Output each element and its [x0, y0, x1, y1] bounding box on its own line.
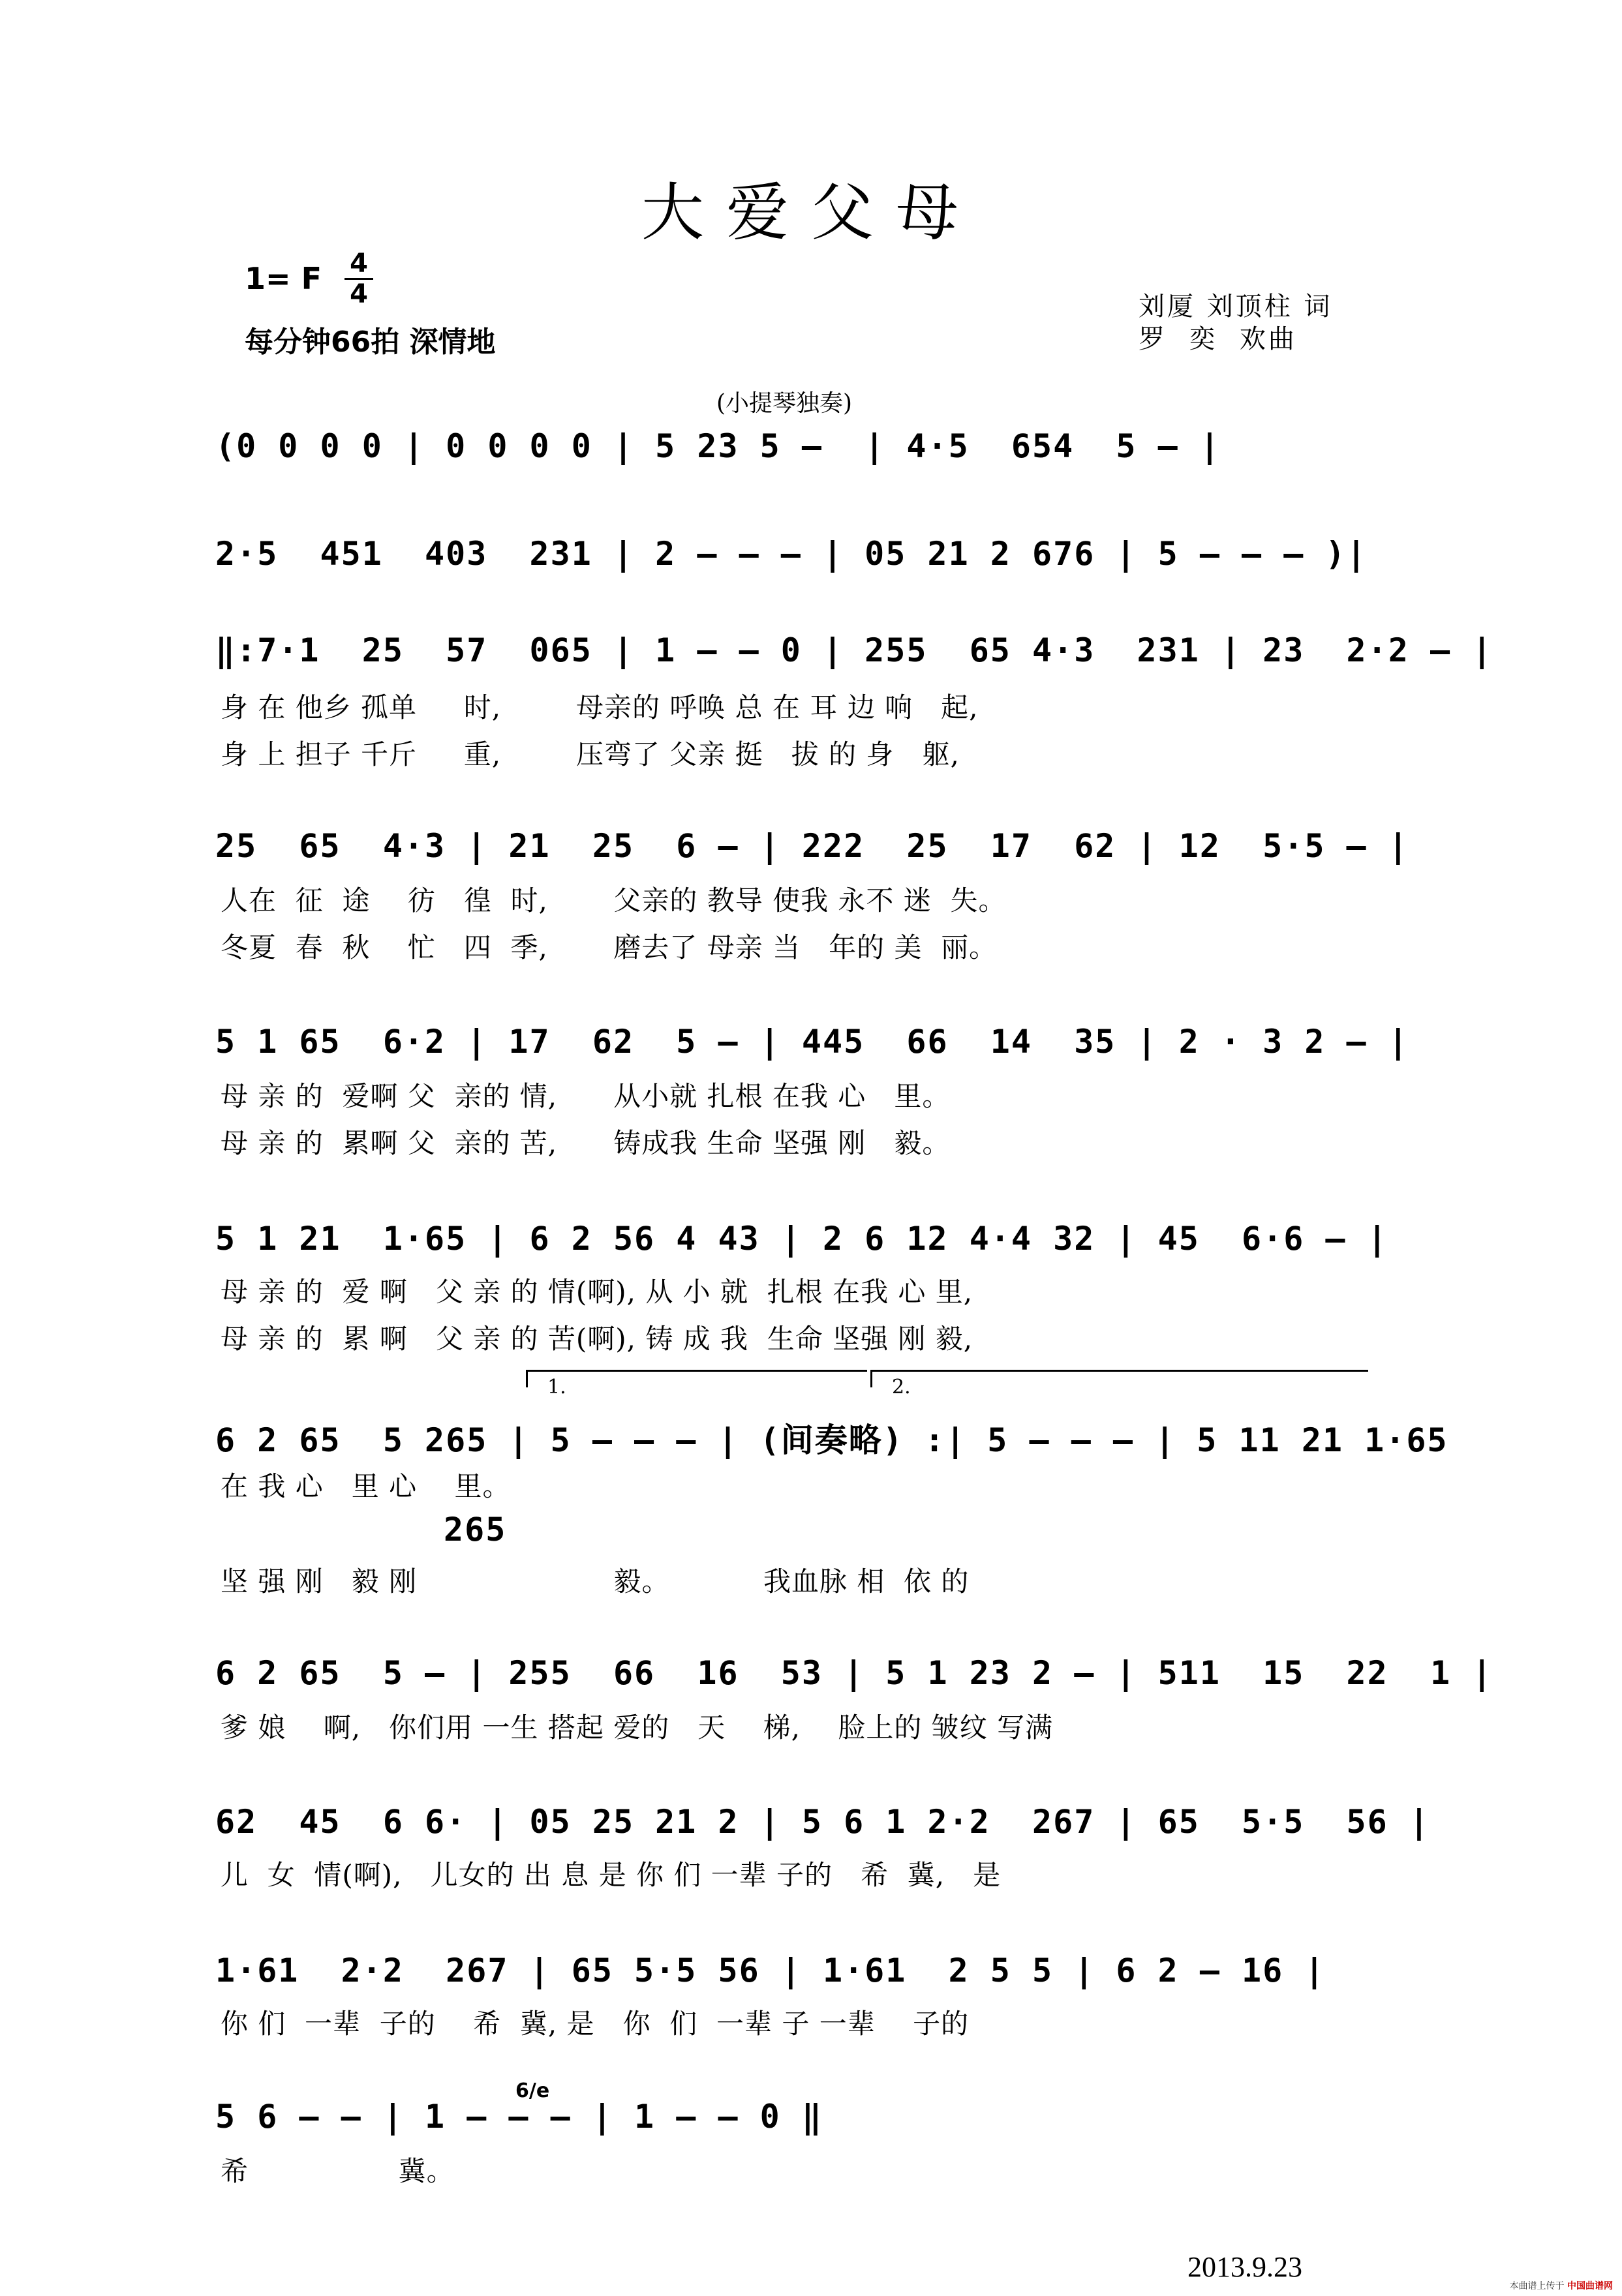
volta-bracket-1: [526, 1370, 867, 1398]
composition-date: 2013.9.23: [1187, 2251, 1302, 2283]
notation-row-10: 1·61 2·2 267 | 65 5·5 56 | 1·61 2 5 5 | 6 2 — 16 |: [215, 1952, 1326, 1989]
lyric-row-10: 你 们 一辈 子的 希 冀, 是 你 们 一辈 子 一辈 子的: [221, 2008, 970, 2040]
lyric-row-6-verse-2: 母 亲 的 累 啊 父 亲 的 苦(啊), 铸 成 我 生命 坚强 刚 毅,: [221, 1323, 973, 1355]
notation-row-11: 5 6 — — | 1 — — — | 1 — — 0 ‖: [215, 2098, 823, 2136]
notation-row-7-alt: 265: [444, 1511, 507, 1548]
lyric-row-7-verse-2: 坚 强 刚 毅 刚 毅。 我血脉 相 依 的: [221, 1565, 970, 1597]
notation-row-4: 25 65 4·3 | 21 25 6 — | 222 25 17 62 | 12 5·5 — |: [215, 827, 1409, 865]
notation-row-8: 6 2 65 5 — | 255 66 16 53 | 5 1 23 2 — | 511 15 22 1 |: [215, 1654, 1493, 1692]
notation-row-1: (0 0 0 0 | 0 0 0 0 | 5 23 5 — | 4·5 654 5 — |: [215, 427, 1221, 465]
volta-2-label: 2.: [892, 1376, 911, 1398]
lyric-row-3-verse-1: 身 在 他乡 孤单 时, 母亲的 呼唤 总 在 耳 边 响 起,: [221, 691, 979, 723]
watermark: [1510, 2279, 1613, 2292]
time-signature-bottom: 4: [350, 279, 368, 309]
lyric-row-4-verse-1: 人在 征 途 彷 徨 时, 父亲的 教导 使我 永不 迷 失。: [221, 884, 1007, 916]
notation-row-9: 62 45 6 6· | 05 25 21 2 | 5 6 1 2·2 267 | 65 5·5 56 |: [215, 1803, 1430, 1841]
time-signature: [344, 249, 373, 309]
volta-1-label: 1.: [547, 1376, 566, 1398]
composer-credit: 罗 奕 欢曲: [1139, 324, 1297, 354]
lyric-row-7-verse-1: 在 我 心 里 心 里。: [221, 1470, 511, 1502]
solo-instruction: (小提琴独奏): [716, 390, 853, 417]
watermark-prefix: 本曲谱上传于: [1509, 2281, 1565, 2291]
tempo-marking: 每分钟66拍 深情地: [245, 325, 496, 359]
lyricist-credit: 刘厦 刘顶柱 词: [1139, 292, 1333, 322]
notation-row-3: ‖:7·1 25 57 065 | 1 — — 0 | 255 65 4·3 231 | 23 2·2 — |: [215, 631, 1493, 669]
key-signature: 1= F: [245, 261, 322, 296]
fermata-mark: 6/e: [515, 2079, 550, 2102]
lyric-row-3-verse-2: 身 上 担子 千斤 重, 压弯了 父亲 挺 拔 的 身 躯,: [221, 738, 960, 770]
lyric-row-4-verse-2: 冬夏 春 秋 忙 四 季, 磨去了 母亲 当 年的 美 丽。: [221, 931, 998, 963]
notation-row-2: 2·5 451 403 231 | 2 — — — | 05 21 2 676 | 5 — — — )|: [215, 535, 1368, 573]
lyric-row-5-verse-1: 母 亲 的 爱啊 父 亲的 情, 从小就 扎根 在我 心 里。: [221, 1080, 951, 1112]
song-title: 大爱父母: [641, 176, 981, 249]
notation-row-7: 6 2 65 5 265 | 5 — — — | (间奏略) :| 5 — — — | 5 11 21 1·65: [215, 1421, 1448, 1459]
volta-bracket-2: [870, 1370, 1368, 1398]
notation-row-6: 5 1 21 1·65 | 6 2 56 4 43 | 2 6 12 4·4 32 | 45 6·6 — |: [215, 1220, 1388, 1258]
lyric-row-11: 希 冀。: [221, 2155, 455, 2187]
notation-row-5: 5 1 65 6·2 | 17 62 5 — | 445 66 14 35 | 2 · 3 2 — |: [215, 1023, 1409, 1061]
lyric-row-9: 儿 女 情(啊), 儿女的 出 息 是 你 们 一辈 子的 希 冀, 是: [221, 1859, 1002, 1891]
lyric-row-5-verse-2: 母 亲 的 累啊 父 亲的 苦, 铸成我 生命 坚强 刚 毅。: [221, 1127, 951, 1159]
lyric-row-8: 爹 娘 啊, 你们用 一生 搭起 爱的 天 梯, 脸上的 皱纹 写满: [221, 1712, 1054, 1744]
watermark-site: 中国曲谱网: [1567, 2281, 1613, 2291]
lyric-row-6-verse-1: 母 亲 的 爱 啊 父 亲 的 情(啊), 从 小 就 扎根 在我 心 里,: [221, 1276, 973, 1308]
time-signature-top: 4: [344, 249, 373, 280]
